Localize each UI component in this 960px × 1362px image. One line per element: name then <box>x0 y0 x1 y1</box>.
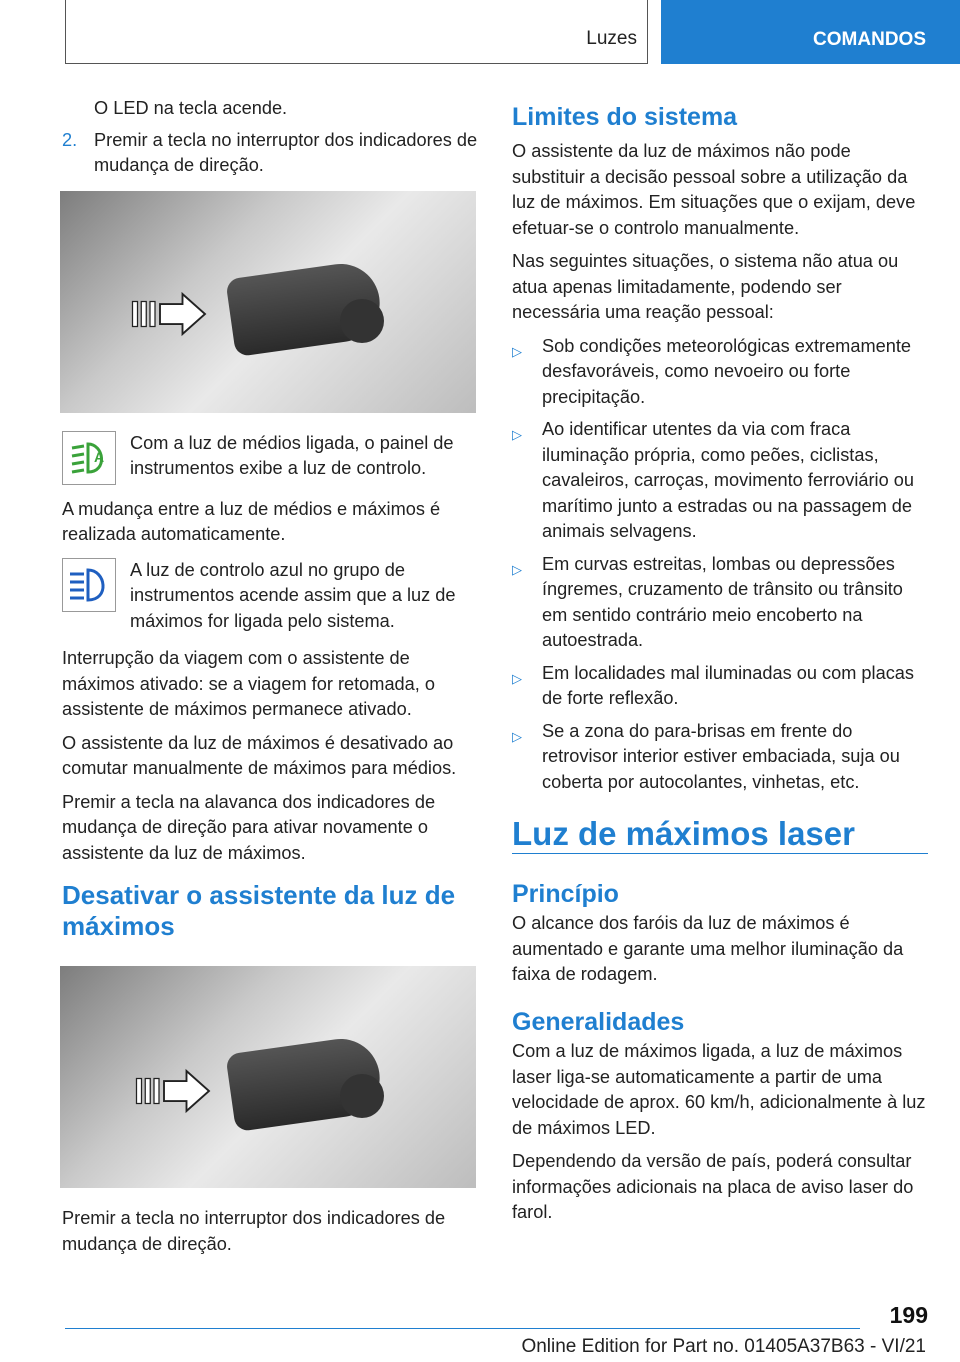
list-item <box>512 334 928 411</box>
list-item-text: Ao identificar utentes da via com fraca iluminação própria, como peões, ciclistas, cavaleiros, carroças, movimento ferroviário ou marítimo junto a estradas ou na passagem de animais selvagens. <box>542 419 914 541</box>
list-item <box>512 719 928 796</box>
svg-text:A: A <box>94 448 105 465</box>
high-beam-assistant-green-icon <box>62 431 116 485</box>
list-item-text: Em localidades mal iluminadas ou com placas de forte reflexão. <box>542 662 915 708</box>
triangle-bullet-icon: ▷ <box>512 561 522 577</box>
press-paragraph: Premir a tecla na alavanca dos indicadores de mudança de direção para ativar novamente o assistente da luz de máximos. <box>62 791 436 863</box>
left-column <box>62 96 478 1265</box>
stalk-knob <box>340 1074 384 1118</box>
led-paragraph: O LED na tecla acende. <box>94 98 288 118</box>
limits-paragraph-2: Nas seguintes situações, o sistema não atua ou atua apenas limitadamente, podendo ser necessária uma reação pessoal: <box>512 251 899 322</box>
principio-paragraph: O alcance dos faróis da luz de máximos é aumentado e garante uma melhor iluminação da faixa de rodagem. <box>512 913 904 984</box>
footer-edition: Online Edition for Part no. 01405A37B63 - VI/21 <box>521 1336 926 1357</box>
right-column <box>512 96 928 1234</box>
heading-principio: Princípio <box>512 879 619 908</box>
header-frame <box>65 0 648 64</box>
triangle-bullet-icon: ▷ <box>512 427 522 442</box>
press2-paragraph: Premir a tecla no interruptor dos indicadores de mudança de direção. <box>62 1208 446 1254</box>
triangle-bullet-icon: ▷ <box>512 670 522 686</box>
turn-signal-stalk-photo-2 <box>60 966 476 1188</box>
header-section-title: Luzes <box>586 28 637 49</box>
general-paragraph-1: Com a luz de máximos ligada, a luz de máximos laser liga-se automaticamente a partir de uma velocidade de aprox. 60 km/h, adicionalmente à luz de máximos LED. <box>512 1041 926 1138</box>
deactivate-paragraph: O assistente da luz de máximos é desativado ao comutar manualmente de máximos para médios. <box>62 732 457 778</box>
switch-paragraph: A mudança entre a luz de médios e máximos é realizada automaticamente. <box>62 498 441 544</box>
interrupt-paragraph: Interrupção da viagem com o assistente de máximos ativado: se a viagem for retomada, o assistente de máximos permanece ativado. <box>62 648 436 719</box>
indicator-green-text: Com a luz de médios ligada, o painel de instrumentos exibe a luz de controlo. <box>130 432 454 478</box>
heading-limites: Limites do sistema <box>512 103 738 131</box>
press-arrow-icon <box>134 1066 214 1116</box>
step-text: Premir a tecla no interruptor dos indicadores de mudança de direção. <box>94 129 478 175</box>
heading-desativar: Desativar o assistente da luz de máximos <box>62 880 456 941</box>
step-number: 2. <box>62 129 78 150</box>
list-item-text: Sob condições meteorológicas extremamente desfavoráveis, como nevoeiro ou forte precipitação. <box>542 335 911 407</box>
triangle-bullet-icon: ▷ <box>512 728 522 744</box>
indicator-green-row <box>62 431 478 485</box>
indicator-blue-row <box>62 558 478 635</box>
indicator-blue-text: A luz de controlo azul no grupo de instrumentos acende assim que a luz de máximos for ligada pelo sistema. <box>130 559 456 631</box>
limits-paragraph-1: O assistente da luz de máximos não pode substituir a decisão pessoal sobre a utilização da luz de máximos. Em situações que o exijam, deve efetuar-se o controlo manualmente. <box>512 141 916 238</box>
step-2 <box>62 128 478 179</box>
triangle-bullet-icon: ▷ <box>512 343 522 359</box>
heading-generalidades: Generalidades <box>512 1007 685 1036</box>
list-item-text: Se a zona do para-brisas em frente do retrovisor interior estiver embaciada, suja ou coberta por autocolantes, vinhetas, etc. <box>542 720 900 792</box>
list-item <box>512 417 928 545</box>
general-paragraph-2: Dependendo da versão de país, poderá consultar informações adicionais na placa de aviso laser do farol. <box>512 1151 914 1222</box>
header-chapter-tab: COMANDOS <box>661 0 960 64</box>
stalk-knob <box>340 299 384 343</box>
high-beam-blue-icon <box>62 558 116 612</box>
list-item <box>512 552 928 654</box>
press-arrow-icon <box>130 289 210 339</box>
list-item <box>512 661 928 712</box>
footer-divider <box>65 1328 860 1329</box>
turn-signal-stalk-photo <box>60 191 476 413</box>
page-number: 199 <box>889 1302 928 1328</box>
heading-laser: Luz de máximos laser <box>512 821 928 854</box>
list-item-text: Em curvas estreitas, lombas ou depressões íngremes, cruzamento de trânsito ou trânsito em sentido contrário meio encoberto na autoestrada. <box>542 553 903 650</box>
